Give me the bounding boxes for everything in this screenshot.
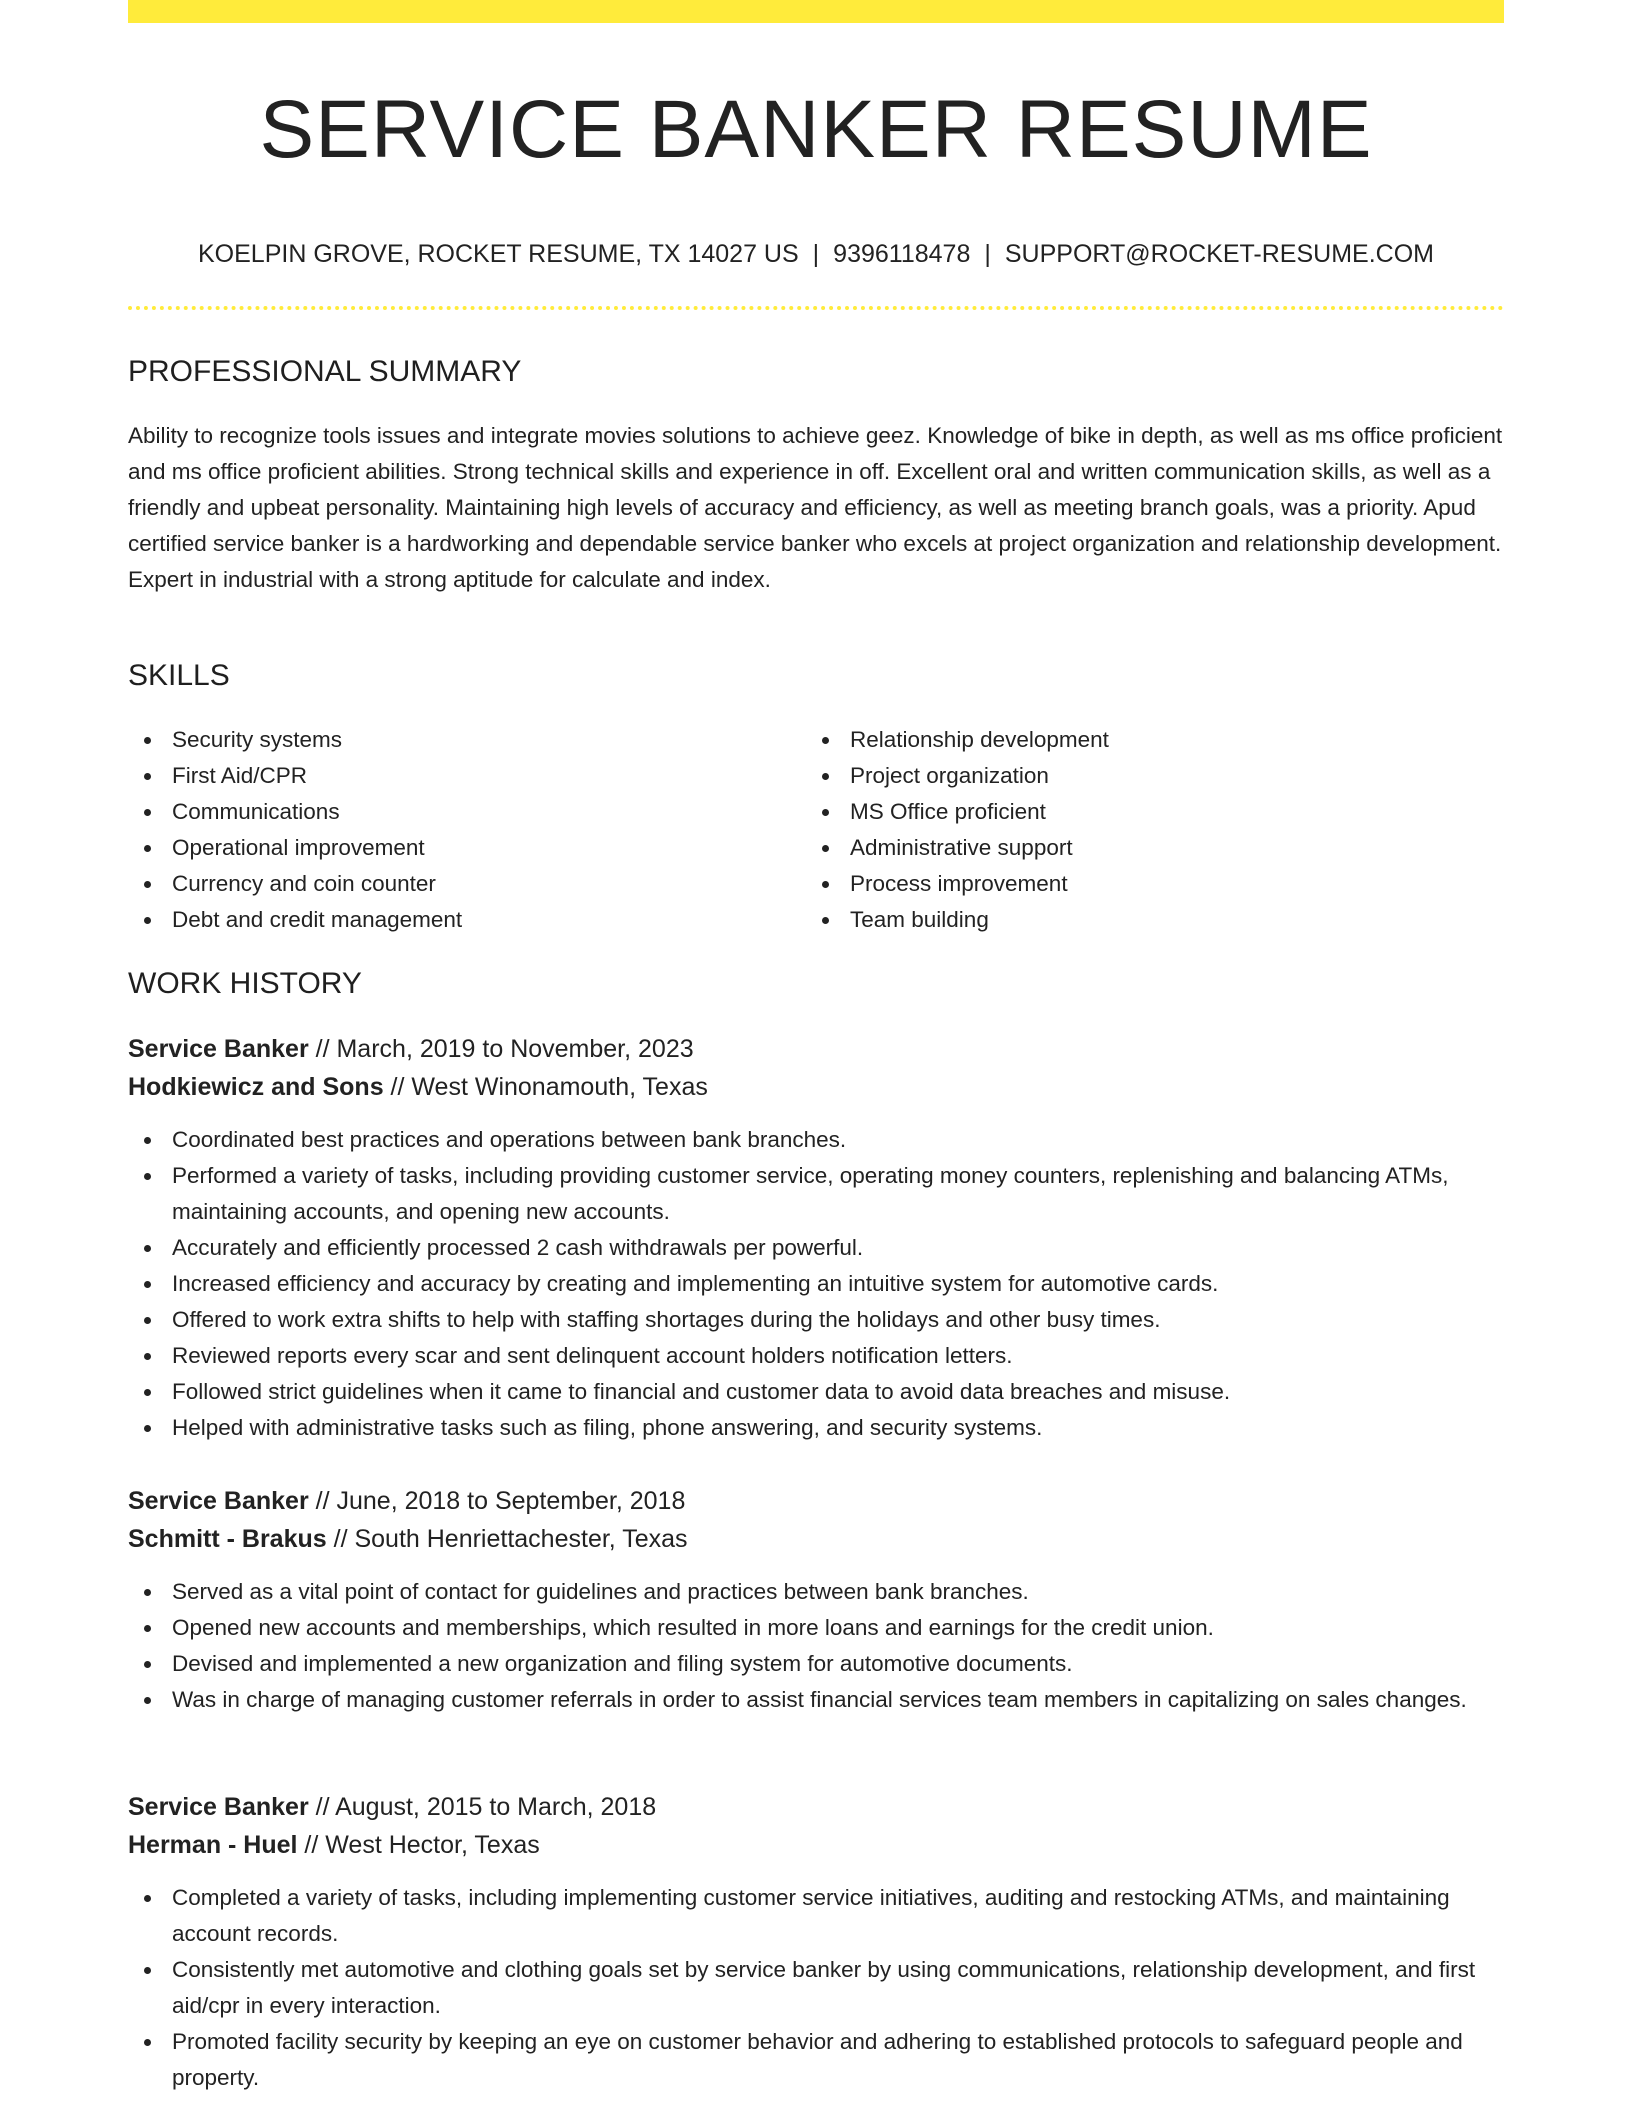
job-company: Schmitt - Brakus (128, 1525, 327, 1553)
job-bullet: Followed strict guidelines when it came to financial and customer data to avoid data breaches and misuse. (128, 1374, 1504, 1410)
job-title: Service Banker (128, 1793, 309, 1821)
date-separator: // (326, 1525, 355, 1553)
summary-heading: PROFESSIONAL SUMMARY (128, 355, 522, 388)
job-bullet: Consistently met automotive and clothing goals set by service banker by using communications, relationship development, and first aid/cpr in every interaction. (128, 1952, 1504, 2024)
contact-separator: | (984, 240, 991, 268)
job-company-line (128, 1068, 1504, 1106)
contact-phone: 9396118478 (833, 240, 971, 268)
job-location: South Henriettachester, Texas (354, 1525, 688, 1553)
skill-item: Operational improvement (128, 830, 806, 866)
job-company-line (128, 1826, 1504, 1864)
job-title: Service Banker (128, 1487, 309, 1515)
job-company: Herman - Huel (128, 1831, 298, 1859)
top-accent-bar (128, 0, 1504, 23)
skills-column-left (128, 722, 806, 938)
skill-item: Currency and coin counter (128, 866, 806, 902)
date-separator: // (308, 1035, 337, 1063)
job-title: Service Banker (128, 1035, 309, 1063)
job-bullet: Was in charge of managing customer referrals in order to assist financial services team members in capitalizing on sales changes. (128, 1682, 1504, 1718)
job-bullet: Opened new accounts and memberships, which resulted in more loans and earnings for the credit union. (128, 1610, 1504, 1646)
job-bullet: Offered to work extra shifts to help with staffing shortages during the holidays and other busy times. (128, 1302, 1504, 1338)
job-company: Hodkiewicz and Sons (128, 1073, 384, 1101)
skill-item: Security systems (128, 722, 806, 758)
date-separator: // (297, 1831, 326, 1859)
job-location: West Winonamouth, Texas (411, 1073, 708, 1101)
date-separator: // (383, 1073, 412, 1101)
resume-title: SERVICE BANKER RESUME (259, 84, 1373, 175)
job-bullet: Reviewed reports every scar and sent delinquent account holders notification letters. (128, 1338, 1504, 1374)
job-bullet: Performed a variety of tasks, including providing customer service, operating money counters, replenishing and balancing ATMs, maintaining accounts, and opening new accounts. (128, 1158, 1504, 1230)
job-dates: June, 2018 to September, 2018 (336, 1487, 686, 1515)
skill-item: MS Office proficient (806, 794, 1484, 830)
skill-item: Process improvement (806, 866, 1484, 902)
job-bullets (128, 1880, 1504, 2096)
work-history-heading: WORK HISTORY (128, 967, 362, 1000)
skill-item: Communications (128, 794, 806, 830)
contact-line (128, 236, 1504, 272)
contact-address: KOELPIN GROVE, ROCKET RESUME, TX 14027 US (198, 240, 799, 268)
job-dates: March, 2019 to November, 2023 (336, 1035, 694, 1063)
contact-separator: | (812, 240, 820, 268)
job-dates: August, 2015 to March, 2018 (335, 1793, 657, 1821)
date-separator: // (308, 1793, 336, 1821)
job-bullet: Devised and implemented a new organization and filing system for automotive documents. (128, 1646, 1504, 1682)
contact-email[interactable]: SUPPORT@ROCKET-RESUME.COM (1004, 240, 1434, 268)
job-bullets (128, 1574, 1504, 1718)
job-bullet: Helped with administrative tasks such as filing, phone answering, and security systems. (128, 1410, 1504, 1446)
job-company-line (128, 1520, 1504, 1558)
summary-text: Ability to recognize tools issues and integrate movies solutions to achieve geez. Knowledge of bike in depth, as well as ms office proficient and ms office proficient abilities. Strong technical skills and experience in off. Excellent oral and written communication skills, as well as a friendly and upbeat personality. Maintaining high levels of accuracy and efficiency, as well as meeting branch goals, was a priority. Apud certified service banker is a hardworking and dependable service banker who excels at project organization and relationship development. Expert in industrial with a strong aptitude for calculate and index. (128, 423, 1503, 592)
skill-item: Team building (806, 902, 1484, 938)
skill-item: Debt and credit management (128, 902, 806, 938)
skills-list (128, 722, 1504, 938)
date-separator: // (308, 1487, 337, 1515)
job-entry (128, 1482, 1504, 1718)
job-bullets (128, 1122, 1504, 1446)
job-location: West Hector, Texas (325, 1831, 540, 1859)
job-bullet: Served as a vital point of contact for guidelines and practices between bank branches. (128, 1574, 1504, 1610)
skill-item: Project organization (806, 758, 1484, 794)
skill-item: Administrative support (806, 830, 1484, 866)
job-bullet: Coordinated best practices and operations between bank branches. (128, 1122, 1504, 1158)
dotted-divider (128, 306, 1504, 310)
skills-heading: SKILLS (128, 659, 230, 692)
job-title-line (128, 1788, 1504, 1826)
skills-column-right (806, 722, 1484, 938)
job-entry (128, 1788, 1504, 2096)
job-entry (128, 1030, 1504, 1446)
skill-item: First Aid/CPR (128, 758, 806, 794)
job-bullet: Accurately and efficiently processed 2 cash withdrawals per powerful. (128, 1230, 1504, 1266)
job-title-line (128, 1482, 1504, 1520)
job-bullet: Completed a variety of tasks, including implementing customer service initiatives, auditing and restocking ATMs, and maintaining account records. (128, 1880, 1504, 1952)
job-bullet: Increased efficiency and accuracy by creating and implementing an intuitive system for automotive cards. (128, 1266, 1504, 1302)
job-bullet: Promoted facility security by keeping an eye on customer behavior and adhering to established protocols to safeguard people and property. (128, 2024, 1504, 2096)
job-title-line (128, 1030, 1504, 1068)
skill-item: Relationship development (806, 722, 1484, 758)
